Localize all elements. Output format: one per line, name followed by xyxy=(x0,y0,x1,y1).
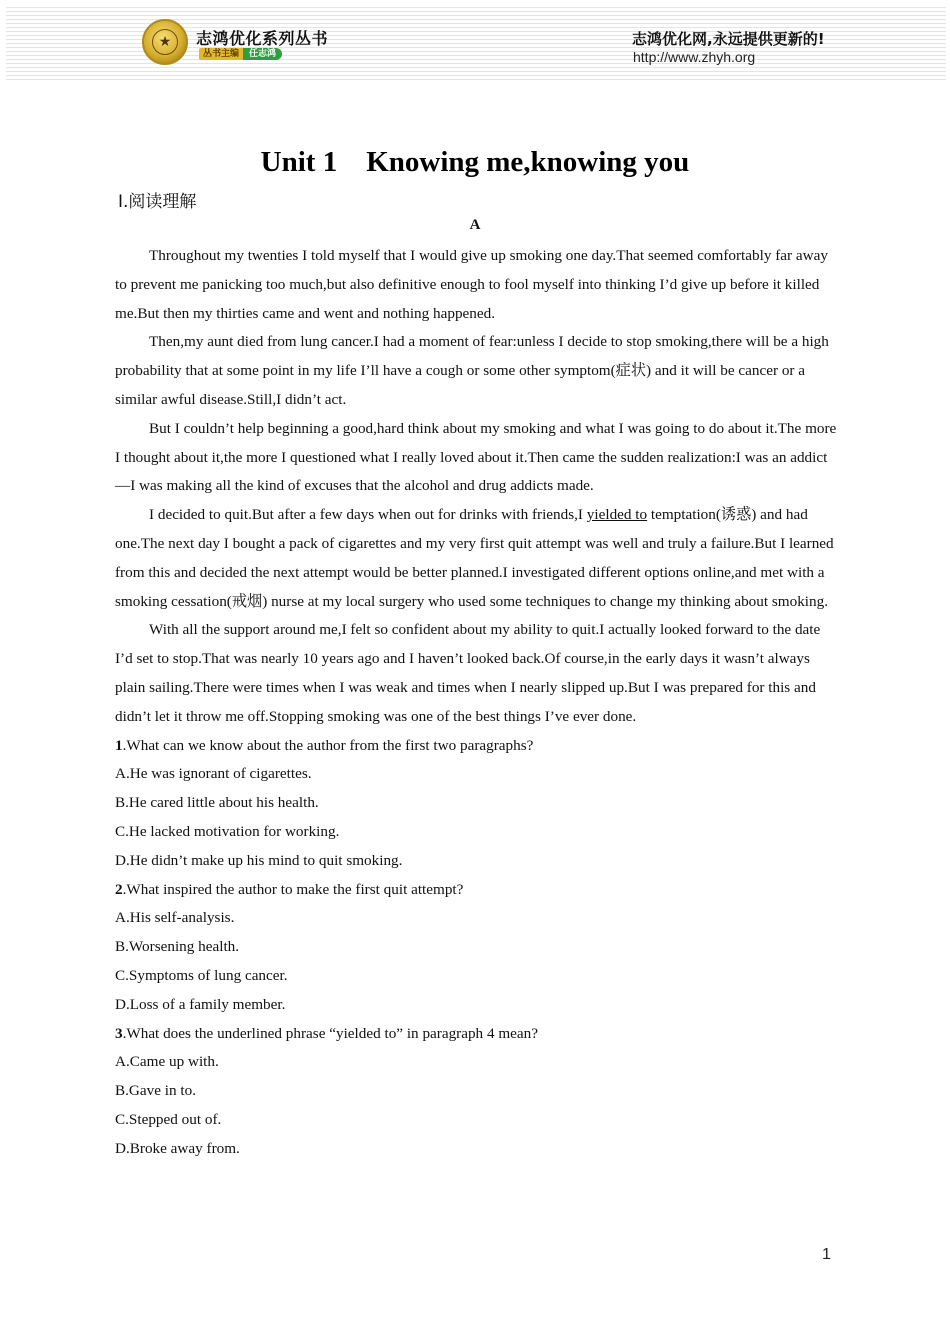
option-3b: B.Gave in to. xyxy=(115,1082,196,1100)
paragraph-5: With all the support around me,I felt so confident about my ability to quit.I actually looked forward to the date I’d set to stop.That was nearly 10 years ago and I haven’t looked back.Of course,in the early days it wasn’t always plain sailing.There were times when I was weak and times when I nearly slipped up.But I was prepared for this and didn’t let it throw me off.Stopping smoking was one of the best things I’ve ever done. xyxy=(115,621,821,725)
section-heading: Ⅰ.阅读理解 xyxy=(118,192,197,212)
seal-emblem-icon: ★ xyxy=(152,29,178,55)
underlined-phrase: yielded to xyxy=(586,506,648,524)
option-2d: D.Loss of a family member. xyxy=(115,995,286,1013)
option-1a: A.He was ignorant of cigarettes. xyxy=(115,765,312,783)
question-text: .What inspired the author to make the first quit attempt? xyxy=(122,880,464,898)
paragraph-2: Then,my aunt died from lung cancer.I had a moment of fear:unless I decide to stop smoking,there will be a high probability that at some point in my life I’ll have a cough or some other symptom(症状) and it will be cancer or a similar awful disease.Still,I didn’t act. xyxy=(115,333,829,408)
option-3c: C.Stepped out of. xyxy=(115,1110,222,1128)
series-logo xyxy=(142,19,188,65)
document-body xyxy=(115,242,837,1164)
option-3d: D.Broke away from. xyxy=(115,1139,240,1157)
option-2c: C.Symptoms of lung cancer. xyxy=(115,966,288,984)
question-number: 1 xyxy=(115,736,123,754)
unit-title: Unit 1 Knowing me,knowing you xyxy=(260,146,690,178)
header-url: http://www.zhyh.org xyxy=(633,49,756,65)
question-number: 2 xyxy=(115,880,123,898)
option-2a: A.His self-analysis. xyxy=(115,909,235,927)
editor-name: 任志鸿 xyxy=(243,48,282,60)
paragraph-4 xyxy=(115,501,837,616)
header-slogan: 志鸿优化网,永远提供更新的! xyxy=(632,30,825,48)
question-1 xyxy=(115,732,837,761)
page-number: 1 xyxy=(822,1246,831,1263)
option-1b: B.He cared little about his health. xyxy=(115,794,319,812)
paragraph-4-after: temptation(诱惑) and had one.The next day I bought a pack of cigarettes and my very first quit attempt was well and truly a failure.But I learned from this and decided the next attempt would be better planned.I investigated different options online,and met with a smoking cessation(戒烟) nurse at my local surgery who used some techniques to change my thinking about smoking. xyxy=(115,506,834,610)
question-text: .What can we know about the author from the first two paragraphs? xyxy=(122,736,534,754)
paragraph-4-before: I decided to quit.But after a few days when out for drinks with friends,I xyxy=(149,506,587,524)
question-number: 3 xyxy=(115,1024,123,1042)
paragraph-1: Throughout my twenties I told myself that I would give up smoking one day.That seemed comfortably far away to prevent me panicking too much,but also definitive enough to fool myself into thinking I’d give up before it killed me.But then my thirties came and went and nothing happened. xyxy=(115,247,828,322)
question-3 xyxy=(115,1020,837,1049)
passage-label: A xyxy=(469,217,481,233)
question-text: .What does the underlined phrase “yielded to” in paragraph 4 mean? xyxy=(122,1024,538,1042)
editor-tag: 丛书主编 xyxy=(199,48,243,60)
series-title: 志鸿优化系列丛书 xyxy=(196,29,329,48)
option-2b: B.Worsening health. xyxy=(115,938,240,956)
paragraph-3: But I couldn’t help beginning a good,hard think about my smoking and what I was going to do about it.The more I thought about it,the more I questioned what I really loved about it.Then came the sudden realization:I was an addict—I was making all the kind of excuses that the alcohol and drug addicts made. xyxy=(115,419,837,495)
option-1c: C.He lacked motivation for working. xyxy=(115,822,340,840)
question-2 xyxy=(115,876,837,905)
editor-line xyxy=(199,48,282,60)
option-1d: D.He didn’t make up his mind to quit smoking. xyxy=(115,851,403,869)
option-3a: A.Came up with. xyxy=(115,1053,219,1071)
